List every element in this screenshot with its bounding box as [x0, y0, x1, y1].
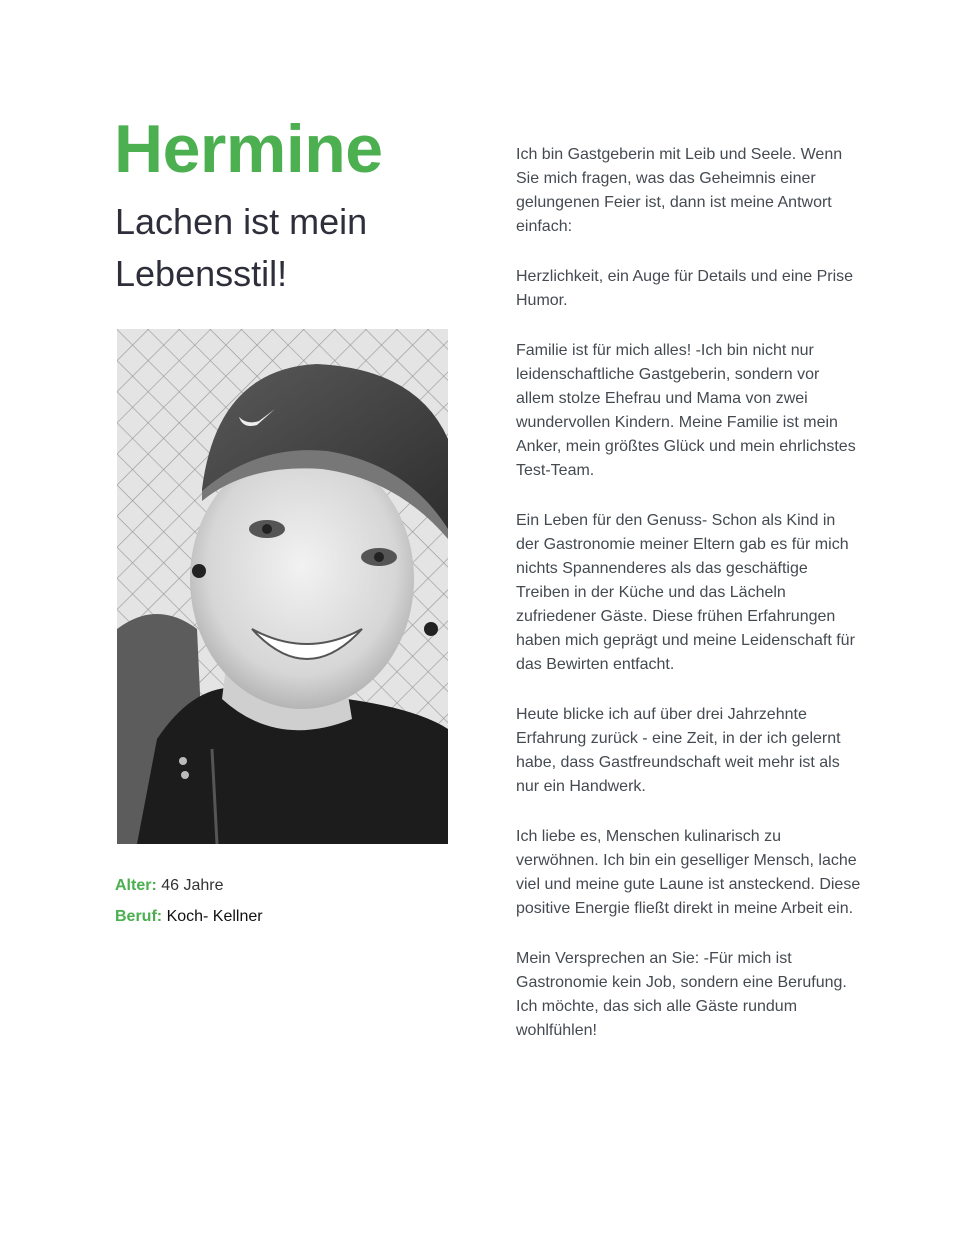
- bio-paragraph-answer: Herzlichkeit, ein Auge für Details und eine Prise Humor.: [516, 268, 854, 309]
- bio-paragraph-experience: Heute blicke ich auf über drei Jahrzehnte Erfahrung zurück - eine Zeit, in der ich gelernt habe, dass Gastfreundschaft weit mehr ist als nur ein Handwerk.: [516, 706, 841, 795]
- bio-paragraph-intro: Ich bin Gastgeberin mit Leib und Seele. Wenn Sie mich fragen, was das Geheimnis einer gelungenen Feier ist, dann ist meine Antwort einfach:: [516, 146, 843, 235]
- bio-text: [516, 143, 861, 1069]
- profile-facts: [115, 875, 263, 937]
- fact-age-value: 46 Jahre: [161, 877, 224, 894]
- bio-paragraph-promise: Mein Versprechen an Sie: -Für mich ist Gastronomie kein Job, sondern eine Berufung. Ich möchte, das sich alle Gäste rundum wohlfühlen!: [516, 950, 847, 1039]
- face: [190, 449, 414, 709]
- bio-paragraph-childhood: Ein Leben für den Genuss- Schon als Kind in der Gastronomie meiner Eltern gab es für mich nichts Spannenderes als das geschäftige Treiben in der Küche und das Lächeln zufriedener Gäste. Diese frühen Erfahrungen haben mich geprägt und meine Leidenschaft für das Bewirten entfacht.: [516, 512, 855, 673]
- fact-profession-value: Koch- Kellner: [166, 908, 263, 925]
- bio-paragraph-personality: Ich liebe es, Menschen kulinarisch zu verwöhnen. Ich bin ein geselliger Mensch, lache viel und meine gute Laune ist ansteckend. Diese positive Energie fließt direkt in meine Arbeit ein.: [516, 828, 861, 917]
- bio-paragraph-family: Familie ist für mich alles! -Ich bin nicht nur leidenschaftliche Gastgeberin, sondern vor allem stolze Ehefrau und Mama von zwei wundervollen Kindern. Meine Familie ist mein Anker, mein größtes Glück und mein ehrlichstes Test-Team.: [516, 342, 856, 479]
- portrait-illustration: [117, 329, 448, 844]
- fact-age-label: Alter:: [115, 877, 157, 894]
- fact-age: [115, 875, 263, 896]
- profile-tagline: Lachen ist mein Lebensstil!: [115, 201, 368, 294]
- profile-name: Hermine: [114, 111, 383, 187]
- profile-photo: [117, 329, 448, 844]
- fact-profession-label: Beruf:: [115, 908, 163, 925]
- fact-profession: [115, 906, 263, 927]
